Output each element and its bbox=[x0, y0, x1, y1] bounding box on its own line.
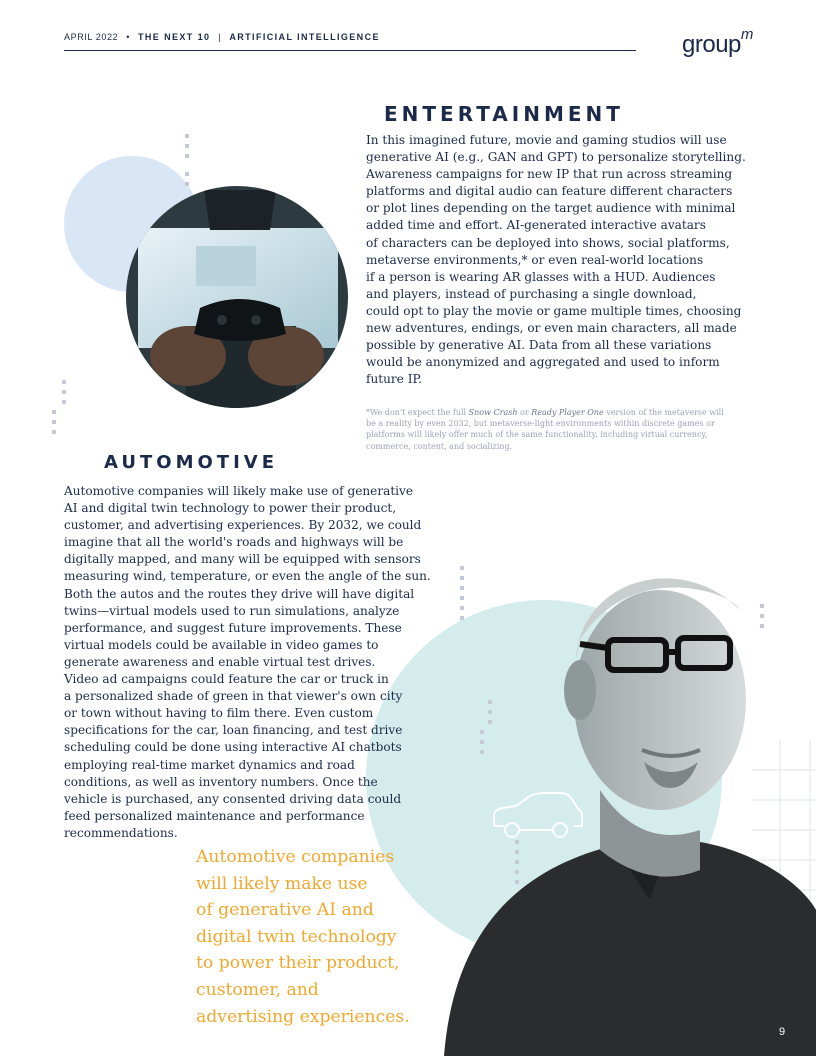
header-section: ARTIFICIAL INTELLIGENCE bbox=[229, 32, 380, 42]
pull-quote: Automotive companies will likely make use of generative AI and digital twin technology to power their product, customer, and advertising experiences. bbox=[196, 847, 410, 1027]
entertainment-heading: ENTERTAINMENT bbox=[384, 102, 624, 126]
dots-decoration-top-2 bbox=[185, 172, 189, 186]
dots-decoration-top bbox=[185, 134, 189, 158]
car-icon bbox=[490, 792, 584, 840]
gaming-photo bbox=[126, 186, 348, 408]
header-date: APRIL 2022 bbox=[64, 32, 119, 42]
header-dot-separator: • bbox=[126, 32, 130, 42]
page-number: 9 bbox=[779, 1026, 786, 1038]
dots-decoration-left bbox=[62, 380, 66, 404]
entertainment-body: In this imagined future, movie and gaming studios will use generative AI (e.g., GAN and GPT) to personalize storytelling. Awareness campaigns for new IP that run across streaming platforms and digital audio can feature different characters or plot lines depending on the target audience with minimal added time and effort. AI-generated interactive avatars of characters can be deployed into shows, social platforms, metaverse environments,* or even real-world locations if a person is wearing AR glasses with a HUD. Audiences and players, instead of purchasing a single download, could opt to play the movie or game multiple times, choosing new adventures, endings, or even main characters, all made possible by generative AI. Data from all these variations would be anonymized and aggregated and used to inform future IP. bbox=[366, 133, 746, 387]
header-bar-separator: | bbox=[218, 32, 222, 42]
automotive-body: Automotive companies will likely make use of generative AI and digital twin technology to power their product, customer, and advertising experiences. By 2032, we could imagine that all the world's roads and highways will be digitally mapped, and many will be equipped with sensors measuring wind, temperature, or even the angle of the sun. Both the autos and the routes they drive will have digital twins—virtual models used to run simulations, analyze performance, and suggest future improvements. These virtual models could be available in video games to generate awareness and enable virtual test drives. Video ad campaigns could feature the car or truck in a personalized shade of green in that viewer's own city or town without having to film there. Even custom specifications for the car, loan financing, and test drive scheduling could be done using interactive AI chatbots employing real-time market dynamics and road conditions, as well as inventory numbers. Once the vehicle is purchased, any consented driving data could feed personalized maintenance and performance recommendations. bbox=[64, 484, 431, 840]
dots-decoration-left-2 bbox=[52, 410, 56, 434]
header-series: THE NEXT 10 bbox=[137, 32, 211, 42]
running-header bbox=[64, 32, 380, 42]
man-portrait bbox=[430, 540, 816, 1056]
header-divider bbox=[64, 50, 636, 51]
groupm-logo: group$^m$ bbox=[682, 26, 753, 58]
entertainment-footnote: *We don't expect the full Snow Crash or Ready Player One version of the metaverse will be a reality by even 2032, but metaverse-light environments within discrete games or platforms will likely offer much of the same functionality, including virtual currency, commerce, content, and socializing. bbox=[366, 408, 724, 451]
automotive-heading: AUTOMOTIVE bbox=[104, 452, 278, 473]
